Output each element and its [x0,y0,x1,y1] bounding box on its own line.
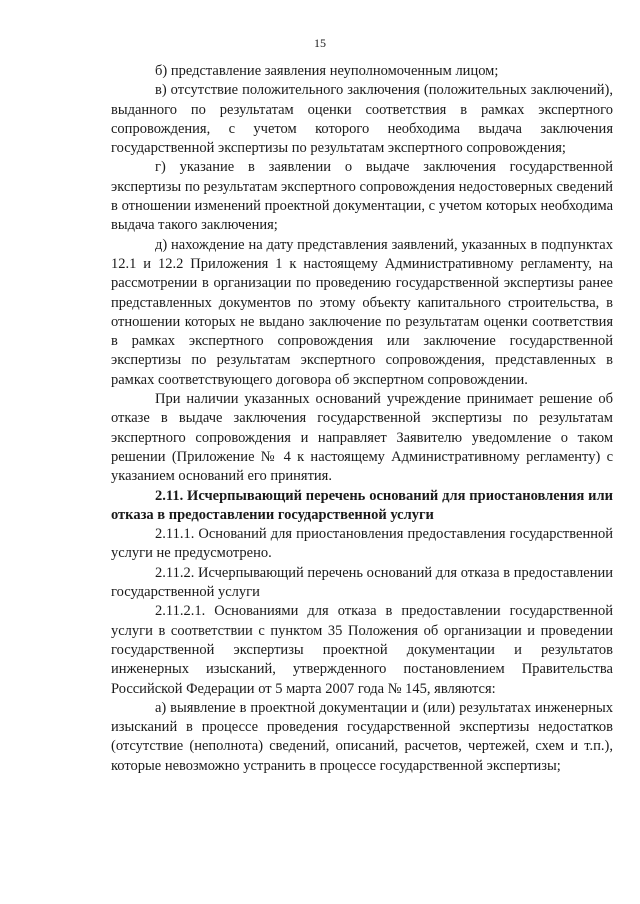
paragraph: д) нахождение на дату представления заявлений, указанных в подпунктах 12.1 и 12.2 Приложения 1 к настоящему Административному регламенту, на рассмотрении в организации по проведению государственной экспертизы ранее представленных документов по этому объекту капитального строительства, в отношении которых не выдано заключение по результатам оценки соответствия в рамках экспертного сопровождения или заключение государственной экспертизы по результатам экспертного сопровождения, представленных в рамках соответствующего договора об экспертном сопровождении. [111,236,613,388]
paragraph: 2.11.2.1. Основаниями для отказа в предоставлении государственной услуги в соответствии с пунктом 35 Положения об организации и проведении государственной экспертизы проектной документации и результатов инженерных изысканий, утвержденного постановлением Правительства Российской Федерации от 5 марта 2007 года № 145, являются: [111,603,613,697]
document-body [111,62,613,776]
paragraph: б) представление заявления неуполномоченным лицом; [155,63,499,79]
section-heading: 2.11. Исчерпывающий перечень оснований для приостановления или отказа в предоставлении государственной услуги [111,487,613,523]
paragraph: 2.11.2. Исчерпывающий перечень оснований для отказа в предоставлении государственной услуги [111,564,613,601]
paragraph: в) отсутствие положительного заключения (положительных заключений), выданного по результатам оценки соответствия в рамках экспертного сопровождения, с учетом которого необходима выдача заключения государственной экспертизы по результатам экспертного сопровождения; [111,82,613,157]
page-number: 15 [314,36,326,50]
paragraph: а) выявление в проектной документации и (или) результатах инженерных изысканий в процессе проведения государственной экспертизы недостатков (отсутствие (неполнота) сведений, описаний, расчетов, чертежей, схем и т.п.), которые невозможно устранить в процессе государственной экспертизы; [111,699,613,774]
paragraph: 2.11.1. Оснований для приостановления предоставления государственной услуги не предусмотрено. [111,526,613,562]
paragraph: При наличии указанных оснований учреждение принимает решение об отказе в выдаче заключения государственной экспертизы по результатам экспертного сопровождения и направляет Заявителю уведомление о таком решении (Приложение № 4 к настоящему Административному регламенту) с указанием оснований его принятия. [111,391,613,485]
paragraph: г) указание в заявлении о выдаче заключения государственной экспертизы по результатам экспертного сопровождения недостоверных сведений в отношении изменений проектной документации, с учетом которых необходима выдача такого заключения; [111,159,613,234]
